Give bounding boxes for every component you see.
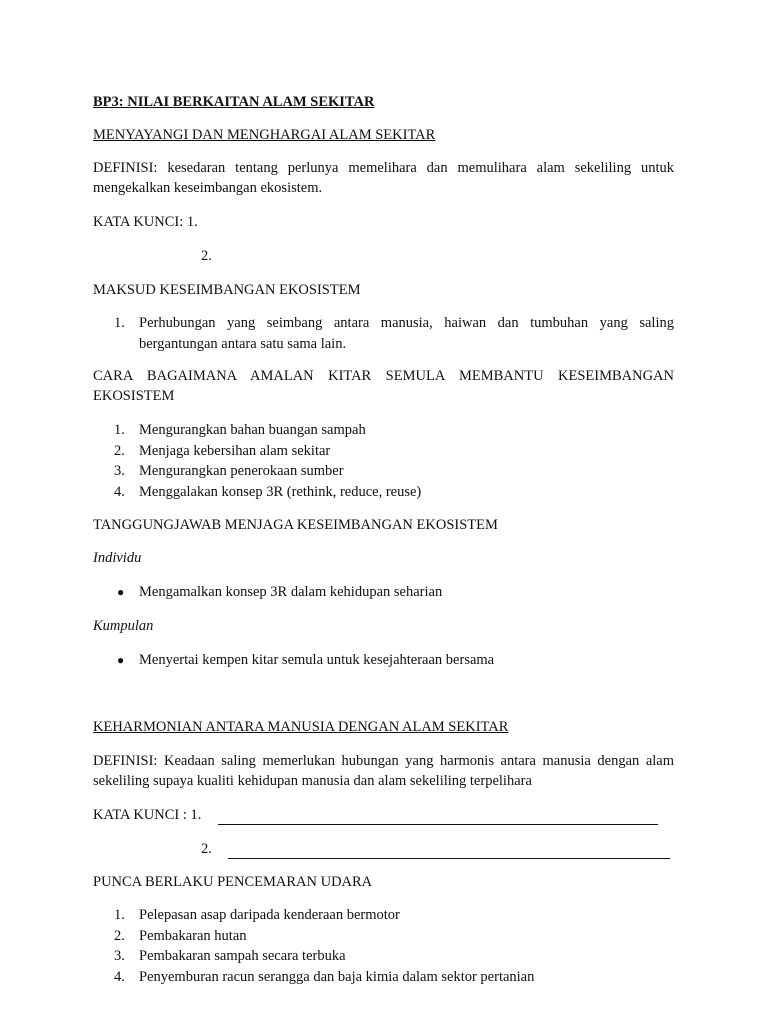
keyword1-blank-line xyxy=(218,810,658,825)
individu-list xyxy=(93,582,674,602)
list-item: 3. Mengurangkan penerokaan sumber xyxy=(114,463,344,479)
section1-definition: DEFINISI: kesedaran tentang perlunya memelihara dan memulihara alam sekeliling untuk mengekalkan keseimbangan ekosistem. xyxy=(93,160,674,196)
kumpulan-list xyxy=(93,650,674,670)
section2-keyword2-row xyxy=(201,839,670,859)
section2-definition: DEFINISI: Keadaan saling memerlukan hubungan yang harmonis antara manusia dengan alam sekeliling supaya kualiti kehidupan manusia dan alam sekeliling terpelihara xyxy=(93,753,674,789)
list-item: 3. Pembakaran sampah secara terbuka xyxy=(114,948,346,964)
section2-keyword1-row xyxy=(93,805,658,825)
section2-heading: KEHARMONIAN ANTARA MANUSIA DENGAN ALAM SEKITAR xyxy=(93,719,509,735)
bullet-icon: ● xyxy=(117,653,125,667)
punca-heading: PUNCA BERLAKU PENCEMARAN UDARA xyxy=(93,874,373,890)
list-item: ● Menyertai kempen kitar semula untuk kesejahteraan bersama xyxy=(117,652,495,668)
list-item: 2. Menjaga kebersihan alam sekitar xyxy=(114,442,331,459)
list-item: 4. Penyemburan racun serangga dan baja kimia dalam sektor pertanian xyxy=(114,968,535,985)
section2-keyword2-number: 2. xyxy=(201,841,212,857)
maksud-heading: MAKSUD KESEIMBANGAN EKOSISTEM xyxy=(93,282,361,298)
section1-keyword2-number: 2. xyxy=(201,248,212,264)
list-item: 1. Pelepasan asap daripada kenderaan bermotor xyxy=(114,907,400,923)
section1-heading: MENYAYANGI DAN MENGHARGAI ALAM SEKITAR xyxy=(93,127,436,143)
section1-keywords-label: KATA KUNCI: 1. xyxy=(93,214,198,230)
bullet-icon: ● xyxy=(117,585,125,599)
list-item: 2. Pembakaran hutan xyxy=(114,927,247,944)
punca-list xyxy=(93,905,674,987)
document-title: BP3: NILAI BERKAITAN ALAM SEKITAR xyxy=(93,94,375,110)
cara-heading: CARA BAGAIMANA AMALAN KITAR SEMULA MEMBANTU KESEIMBANGAN EKOSISTEM xyxy=(93,368,674,404)
tanggungjawab-heading: TANGGUNGJAWAB MENJAGA KESEIMBANGAN EKOSISTEM xyxy=(93,517,498,533)
list-item: ● Mengamalkan konsep 3R dalam kehidupan seharian xyxy=(117,584,443,600)
individu-label: Individu xyxy=(93,550,142,566)
list-item: 1. Mengurangkan bahan buangan sampah xyxy=(114,422,366,438)
list-item: 4. Menggalakan konsep 3R (rethink, reduce, reuse) xyxy=(114,483,422,500)
maksud-list xyxy=(93,313,674,354)
cara-list xyxy=(93,420,674,502)
list-item: 1. Perhubungan yang seimbang antara manusia, haiwan dan tumbuhan yang saling bergantungan antara satu sama lain. xyxy=(114,315,674,352)
kumpulan-label: Kumpulan xyxy=(93,618,154,634)
keyword2-blank-line xyxy=(228,844,670,859)
section2-keywords-label: KATA KUNCI : 1. xyxy=(93,807,202,823)
